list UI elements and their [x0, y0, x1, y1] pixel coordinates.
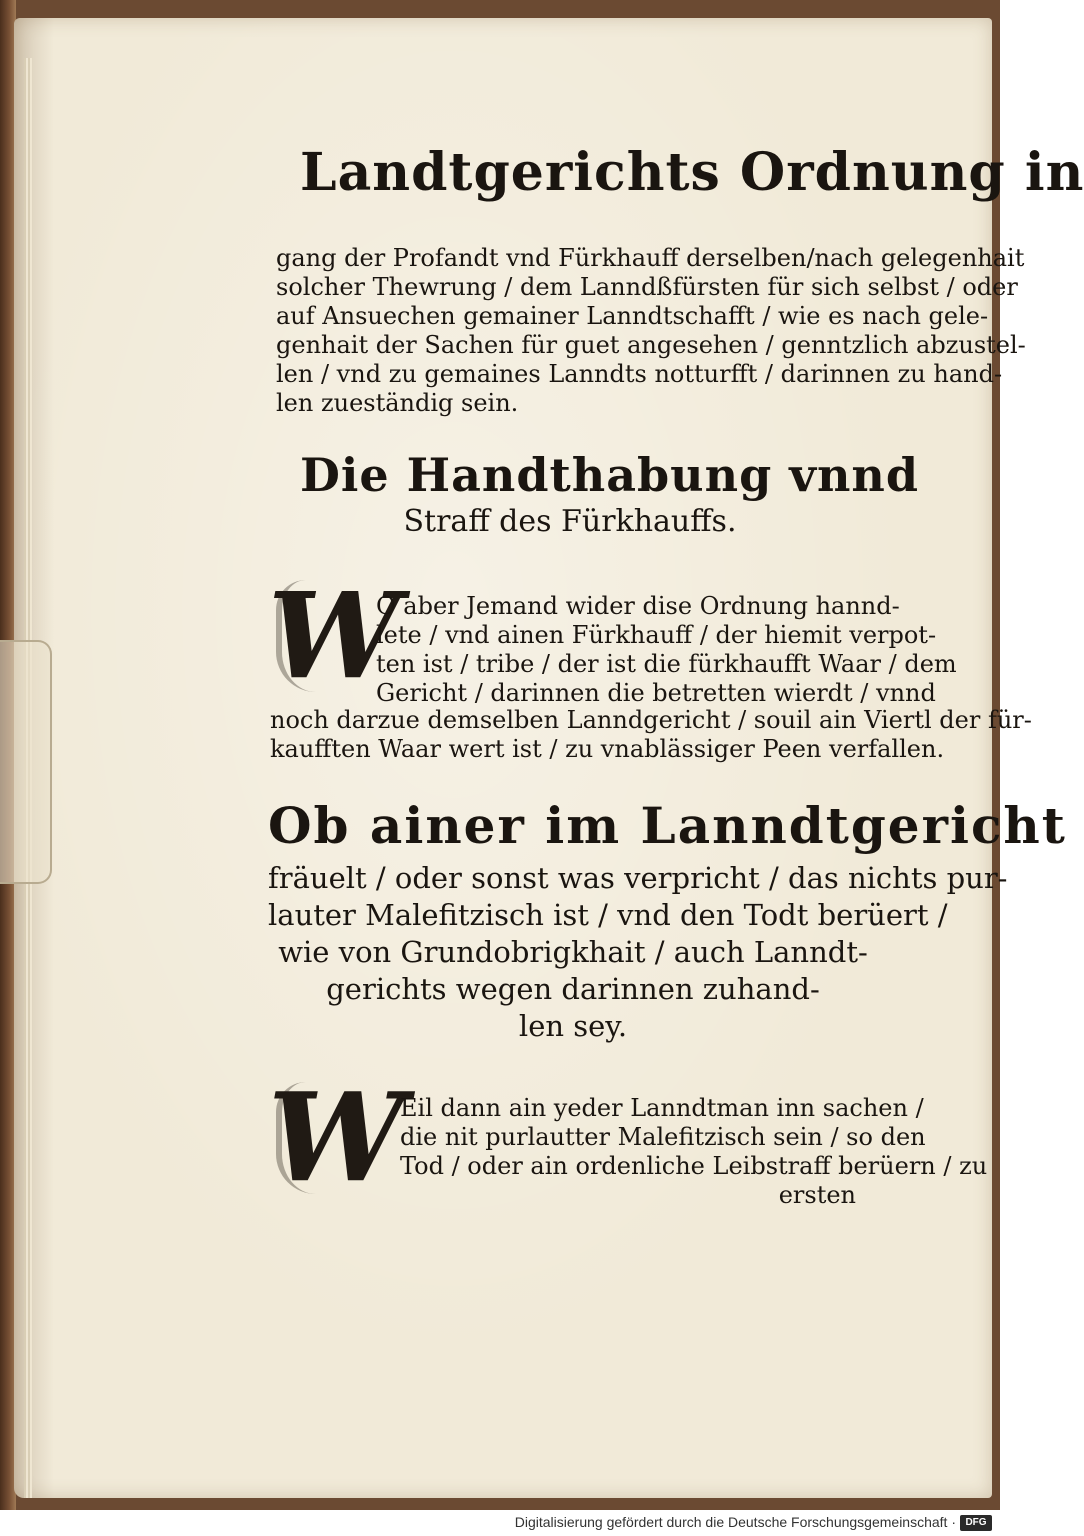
section-heading-2-sub: Straff des Fürkhauffs. [403, 504, 737, 539]
running-head: Landtgerichts Ordnung in [300, 142, 1084, 203]
text-line: ersten [778, 1181, 856, 1209]
text-line: len / vnd zu gemaines Lanndts notturfft / darinnen zu hand- [276, 360, 1003, 388]
dfg-logo: DFG [960, 1515, 992, 1531]
section-heading-3-sub [268, 860, 1008, 1045]
text-line: len zueständig sein. [276, 389, 519, 417]
digitization-footer [0, 1510, 1000, 1536]
section-heading-3: Ob ainer im Lanndtgericht [268, 796, 1067, 855]
heading-line: gerichts wegen darinnen zuhand- [326, 972, 820, 1006]
page-tab-marker [0, 640, 52, 884]
paragraph-2-indented [376, 592, 957, 708]
heading-line: fräuelt / oder sonst was verpricht / das nichts pur- [268, 861, 1008, 895]
funding-credit: Digitalisierung gefördert durch die Deutsche Forschungsgemeinschaft · [514, 1514, 956, 1530]
text-line: Eil dann ain yeder Lanndtman inn sachen / [400, 1094, 924, 1122]
text-line: Gericht / darinnen die betretten wierdt / vnnd [376, 679, 936, 707]
text-line: Tod / oder ain ordenliche Leibstraff berüern / zu [400, 1152, 988, 1180]
text-line: genhait der Sachen für guet angesehen / genntzlich abzustel- [276, 331, 1026, 359]
text-line: O aber Jemand wider dise Ordnung hannd- [376, 592, 900, 620]
heading-line: wie von Grundobrigkhait / auch Lanndt- [278, 935, 868, 969]
text-line: solcher Thewrung / dem Lanndßfürsten für sich selbst / oder [276, 273, 1018, 301]
section-heading-2: Die Handthabung vnnd [300, 448, 920, 502]
text-line: die nit purlautter Malefitzisch sein / so den [400, 1123, 926, 1151]
text-line: ten ist / tribe / der ist die fürkhaufft Waar / dem [376, 650, 957, 678]
text-line: gang der Profandt vnd Fürkhauff derselben/nach gelegenhait [276, 244, 1025, 272]
text-line: noch darzue demselben Lanndgericht / souil ain Viertl der für- [270, 706, 1032, 734]
paragraph-2-full [270, 706, 1032, 764]
text-line: auf Ansuechen gemainer Lanndtschafft / wie es nach gele- [276, 302, 989, 330]
heading-line: lauter Malefitzisch ist / vnd den Todt berüert / [268, 898, 948, 932]
paragraph-3 [400, 1094, 988, 1210]
decorated-initial: W [268, 566, 401, 705]
heading-line: len sey. [518, 1009, 628, 1043]
decorated-initial: W [268, 1065, 406, 1209]
text-line: kaufften Waar wert ist / zu vnablässiger Peen verfallen. [270, 735, 945, 763]
text-line: lete / vnd ainen Fürkhauff / der hiemit verpot- [376, 621, 937, 649]
paragraph-1 [276, 244, 1026, 418]
